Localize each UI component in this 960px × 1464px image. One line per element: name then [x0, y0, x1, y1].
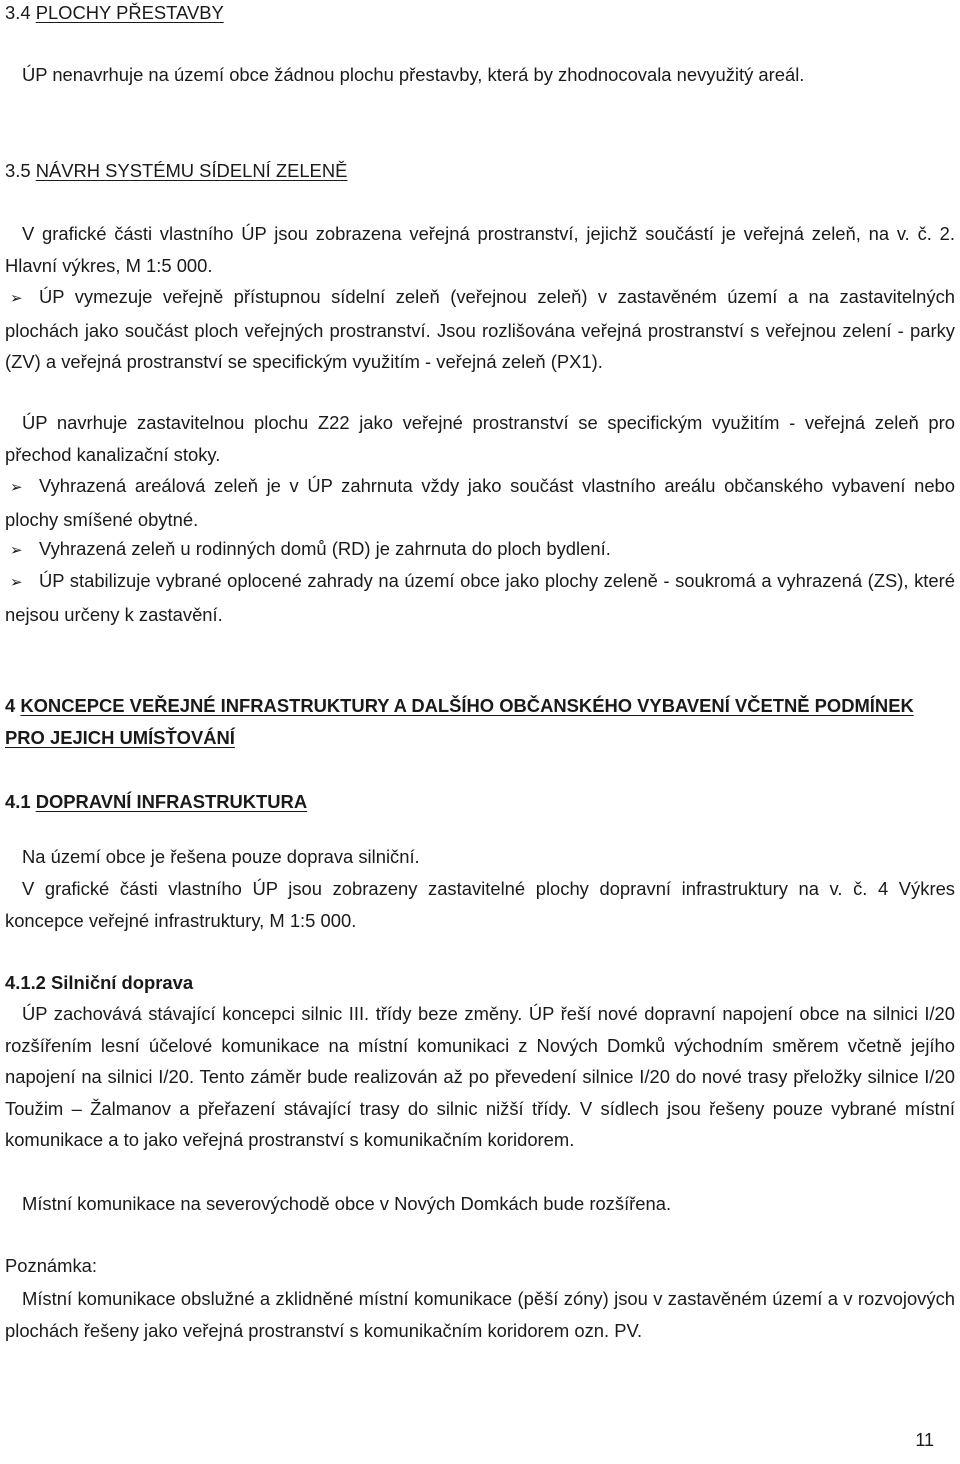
section-4-1-2-heading: 4.1.2 Silniční doprava — [5, 972, 194, 993]
section-4-heading: 4 KONCEPCE VEŘEJNÉ INFRASTRUKTURY A DALŠÍHO OBČANSKÉHO VYBAVENÍ VČETNĚ PODMÍNEK PRO JEJICH UMÍSŤOVÁNÍ — [5, 695, 914, 748]
section-3-5-paragraph: V grafické části vlastního ÚP jsou zobrazena veřejná prostranství, jejichž součástí je veřejná zeleň, na v. č. 2. Hlavní výkres, M 1:5 000. — [5, 223, 955, 276]
note-label: Poznámka: — [5, 1255, 97, 1276]
arrow-bullet-icon: ➢ — [10, 574, 23, 591]
bullet-item: ➢ ÚP stabilizuje vybrané oplocené zahrady na území obce jako plochy zeleně - soukromá a vyhrazená (ZS), které nejsou určeny k zastavění. — [5, 565, 955, 630]
section-4-1-paragraph: V grafické části vlastního ÚP jsou zobrazeny zastavitelné plochy dopravní infrastruktury na v. č. 4 Výkres koncepce veřejné infrastruktury, M 1:5 000. — [5, 878, 955, 931]
arrow-bullet-icon: ➢ — [10, 542, 23, 559]
section-4-1-paragraph: Na území obce je řešena pouze doprava silniční. — [22, 846, 420, 867]
bullet-continuation: ÚP navrhuje zastavitelnou plochu Z22 jako veřejné prostranství se specifickým využitím - veřejná zeleň pro přechod kanalizační stoky. — [5, 412, 955, 465]
arrow-bullet-icon: ➢ — [10, 479, 23, 496]
section-3-4-paragraph: ÚP nenavrhuje na území obce žádnou plochu přestavby, která by zhodnocovala nevyužitý areál. — [22, 64, 805, 85]
section-3-4-heading: 3.4 PLOCHY PŘESTAVBY — [5, 2, 224, 23]
bullet-item: ➢ Vyhrazená zeleň u rodinných domů (RD) je zahrnuta do ploch bydlení. — [5, 533, 955, 567]
section-3-5-heading: 3.5 NÁVRH SYSTÉMU SÍDELNÍ ZELENĚ — [5, 160, 348, 181]
arrow-bullet-icon: ➢ — [10, 290, 23, 307]
bullet-item: ➢ Vyhrazená areálová zeleň je v ÚP zahrnuta vždy jako součást vlastního areálu občanského vybavení nebo plochy smíšené obytné. — [5, 470, 955, 535]
section-4-1-2-paragraph: ÚP zachovává stávající koncepci silnic III. třídy beze změny. ÚP řeší nové dopravní napojení obce na silnici I/20 rozšířením lesní účelové komunikace na místní komunikaci z Nových Domků východním směrem včetně jejího napojení na silnici I/20. Tento záměr bude realizován až po převedení silnice I/20 do nové trasy přeložky silnice I/20 Toužim – Žalmanov a přeřazení stávající trasy do silnic nižší třídy. V sídlech jsou řešeny pouze vybrané místní komunikace a to jako veřejná prostranství s komunikačním koridorem. — [5, 1003, 955, 1150]
section-4-1-heading: 4.1 DOPRAVNÍ INFRASTRUKTURA — [5, 791, 308, 812]
section-4-1-2-paragraph: Místní komunikace na severovýchodě obce v Nových Domkách bude rozšířena. — [22, 1193, 672, 1214]
note-text: Místní komunikace obslužné a zklidněné místní komunikace (pěší zóny) jsou v zastavěném území a v rozvojových plochách řešeny jako veřejná prostranství s komunikačním koridorem ozn. PV. — [5, 1288, 955, 1341]
page-number: 11 — [915, 1430, 934, 1450]
bullet-item: ➢ ÚP vymezuje veřejně přístupnou sídelní zeleň (veřejnou zeleň) v zastavěném území a na zastavitelných plochách jako součást ploch veřejných prostranství. Jsou rozlišována veřejná prostranství s veřejnou zelení - parky (ZV) a veřejná prostranství se specifickým využitím - veřejná zeleň (PX1). — [5, 281, 955, 378]
